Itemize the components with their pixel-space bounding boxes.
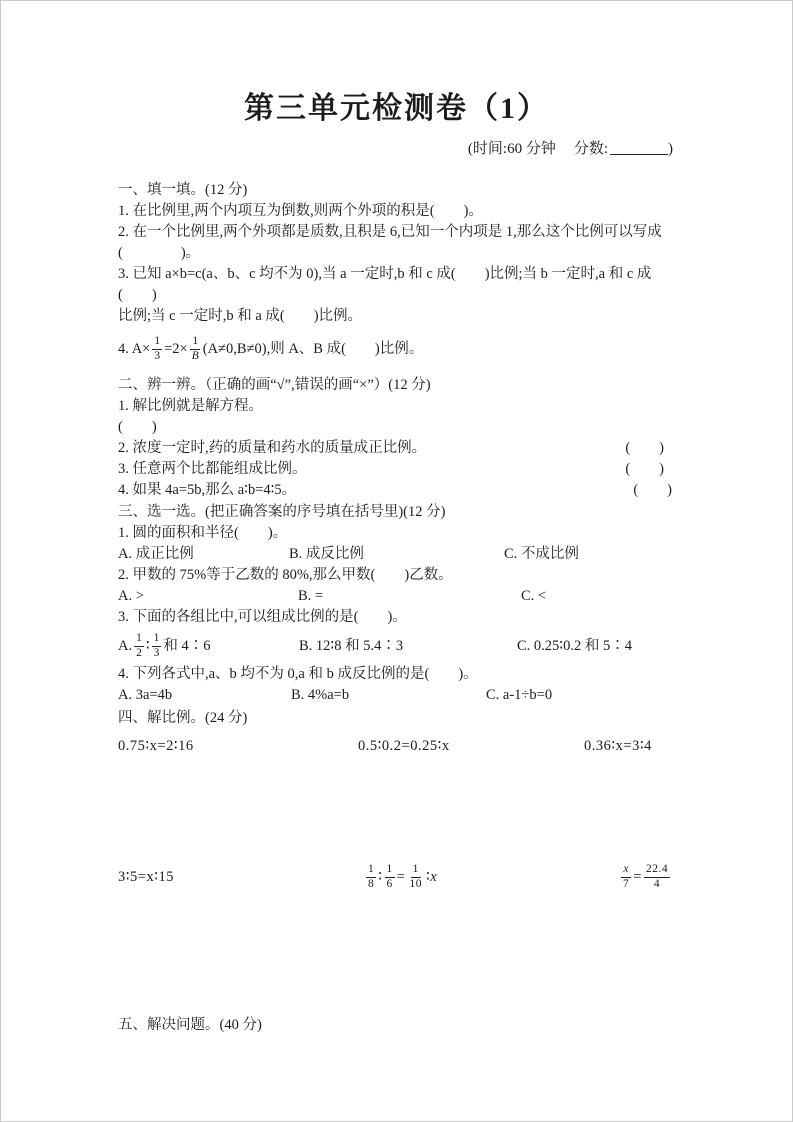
judge-q3 bbox=[118, 459, 676, 480]
judge-q2-bracket: ( ) bbox=[625, 440, 664, 456]
judge-q4-text: 4. 如果 4a=5b,那么 a∶b=4∶5。 bbox=[118, 482, 297, 498]
fraction: $\frac{1}{10}$ bbox=[409, 863, 422, 890]
choose-q3-options bbox=[118, 628, 676, 664]
fill-q3-line2: 比例;当 c 一定时,b 和 a 成( )比例。 bbox=[118, 308, 363, 324]
option-b: B. 4%a=b bbox=[291, 687, 350, 703]
fraction: $\frac{1}{B}$ bbox=[191, 335, 199, 362]
ratio-colon: ∶ bbox=[425, 868, 431, 885]
fill-q2-line1: 2. 在一个比例里,两个外项都是质数,且积是 6,已知一个内项是 1,那么这个比例可以写成 bbox=[118, 224, 662, 240]
paper-meta bbox=[1, 139, 673, 160]
solve-row2 bbox=[118, 857, 676, 897]
judge-q2 bbox=[118, 438, 676, 459]
judge-q3-bracket: ( ) bbox=[625, 461, 664, 477]
choose-q4: 4. 下列各式中,a、b 均不为 0,a 和 b 成反比例的是( )。 bbox=[118, 666, 478, 682]
time-label: (时间:60 分钟 bbox=[467, 141, 556, 157]
ratio-colon: ∶ bbox=[145, 637, 150, 654]
fill-q4-suffix: (A≠0,B≠0),则 A、B 成( )比例。 bbox=[202, 340, 424, 357]
judge-q1-bracket: ( ) bbox=[118, 419, 157, 435]
fill-q1: 1. 在比例里,两个内项互为倒数,则两个外项的积是( )。 bbox=[118, 203, 483, 219]
judge-q4-bracket: ( ) bbox=[633, 482, 672, 498]
option-a: A. 3a=4b bbox=[118, 687, 173, 703]
option-c: C. 0.25∶0.2 和 5∶4 bbox=[517, 637, 632, 654]
section-solve-heading: 四、解比例。(24 分) bbox=[118, 710, 248, 726]
option-c: C. 不成比例 bbox=[504, 546, 579, 562]
judge-q2-text: 2. 浓度一定时,药的质量和药水的质量成正比例。 bbox=[118, 440, 427, 456]
paper-body bbox=[118, 180, 676, 1036]
fraction: $\frac{1}{6}$ bbox=[386, 863, 393, 890]
meta-close-paren: ) bbox=[668, 141, 673, 157]
section-choose-heading: 三、选一选。(把正确答案的序号填在括号里)(12 分) bbox=[118, 504, 446, 520]
choose-q3: 3. 下面的各组比中,可以组成比例的是( )。 bbox=[118, 609, 407, 625]
fraction: $\frac{x}{7}$ bbox=[623, 863, 630, 890]
variable-x: x bbox=[430, 868, 438, 885]
choose-q1-options bbox=[118, 544, 676, 565]
option-a: A. > bbox=[118, 588, 144, 604]
fraction: $\frac{1}{8}$ bbox=[368, 863, 375, 890]
fraction: $\frac{1}{3}$ bbox=[153, 632, 160, 659]
choose-q2-options bbox=[118, 586, 676, 607]
score-label: 分数: bbox=[573, 141, 608, 157]
choose-q1: 1. 圆的面积和半径( )。 bbox=[118, 525, 288, 541]
equals-sign: = bbox=[633, 868, 642, 885]
judge-q4 bbox=[118, 480, 676, 501]
option-a bbox=[118, 632, 299, 659]
fraction: $\frac{1}{2}$ bbox=[136, 632, 142, 659]
option-c: C. a-1÷b=0 bbox=[486, 687, 553, 703]
fill-q4 bbox=[118, 332, 676, 366]
fraction: $\frac{1}{3}$ bbox=[154, 335, 161, 362]
fill-q4-prefix: 4. A× bbox=[118, 340, 151, 357]
section-fill-heading: 一、填一填。(12 分) bbox=[118, 182, 248, 198]
option-a-tail: 和 4∶6 bbox=[163, 637, 211, 654]
fill-q2-line2: ( )。 bbox=[118, 245, 201, 261]
page-title: 第三单元检测卷（1） bbox=[244, 92, 549, 125]
option-c: C. < bbox=[521, 588, 547, 604]
choose-q4-options bbox=[118, 685, 676, 706]
equals-sign: = bbox=[396, 868, 406, 885]
option-a: A. 成正比例 bbox=[118, 546, 194, 562]
judge-q3-text: 3. 任意两个比都能组成比例。 bbox=[118, 461, 307, 477]
judge-q1-text: 1. 解比例就是解方程。 bbox=[118, 398, 263, 414]
section-word-heading: 五、解决问题。(40 分) bbox=[118, 1017, 262, 1033]
equation: 0.75∶x=2∶16 bbox=[118, 738, 194, 754]
fraction: $\frac{22.4}{4}$ bbox=[645, 863, 669, 890]
fill-q3-line1: 3. 已知 a×b=c(a、b、c 均不为 0),当 a 一定时,b 和 c 成( )比例;当 b 一定时,a 和 c 成( ) bbox=[118, 266, 652, 303]
option-a-label: A. bbox=[118, 637, 133, 654]
fill-q4-mid: =2× bbox=[164, 340, 188, 357]
section-judge-heading: 二、辨一辨。（正确的画“√”,错误的画“×”）(12 分) bbox=[118, 377, 431, 393]
option-b: B. 成反比例 bbox=[289, 546, 364, 562]
choose-q2: 2. 甲数的 75%等于乙数的 80%,那么甲数( )乙数。 bbox=[118, 567, 453, 583]
solve-row1 bbox=[118, 736, 676, 757]
option-b: B. 12∶8 和 5.4∶3 bbox=[299, 637, 404, 654]
ratio-colon: ∶ bbox=[378, 868, 383, 885]
equation: 0.36∶x=3∶4 bbox=[584, 738, 652, 754]
equation bbox=[364, 863, 619, 890]
equation: 3∶5=x∶15 bbox=[118, 868, 174, 885]
option-b: B. = bbox=[298, 588, 324, 604]
equation bbox=[619, 863, 676, 890]
score-blank-line bbox=[610, 140, 668, 155]
equation: 0.5∶0.2=0.25∶x bbox=[358, 738, 450, 754]
